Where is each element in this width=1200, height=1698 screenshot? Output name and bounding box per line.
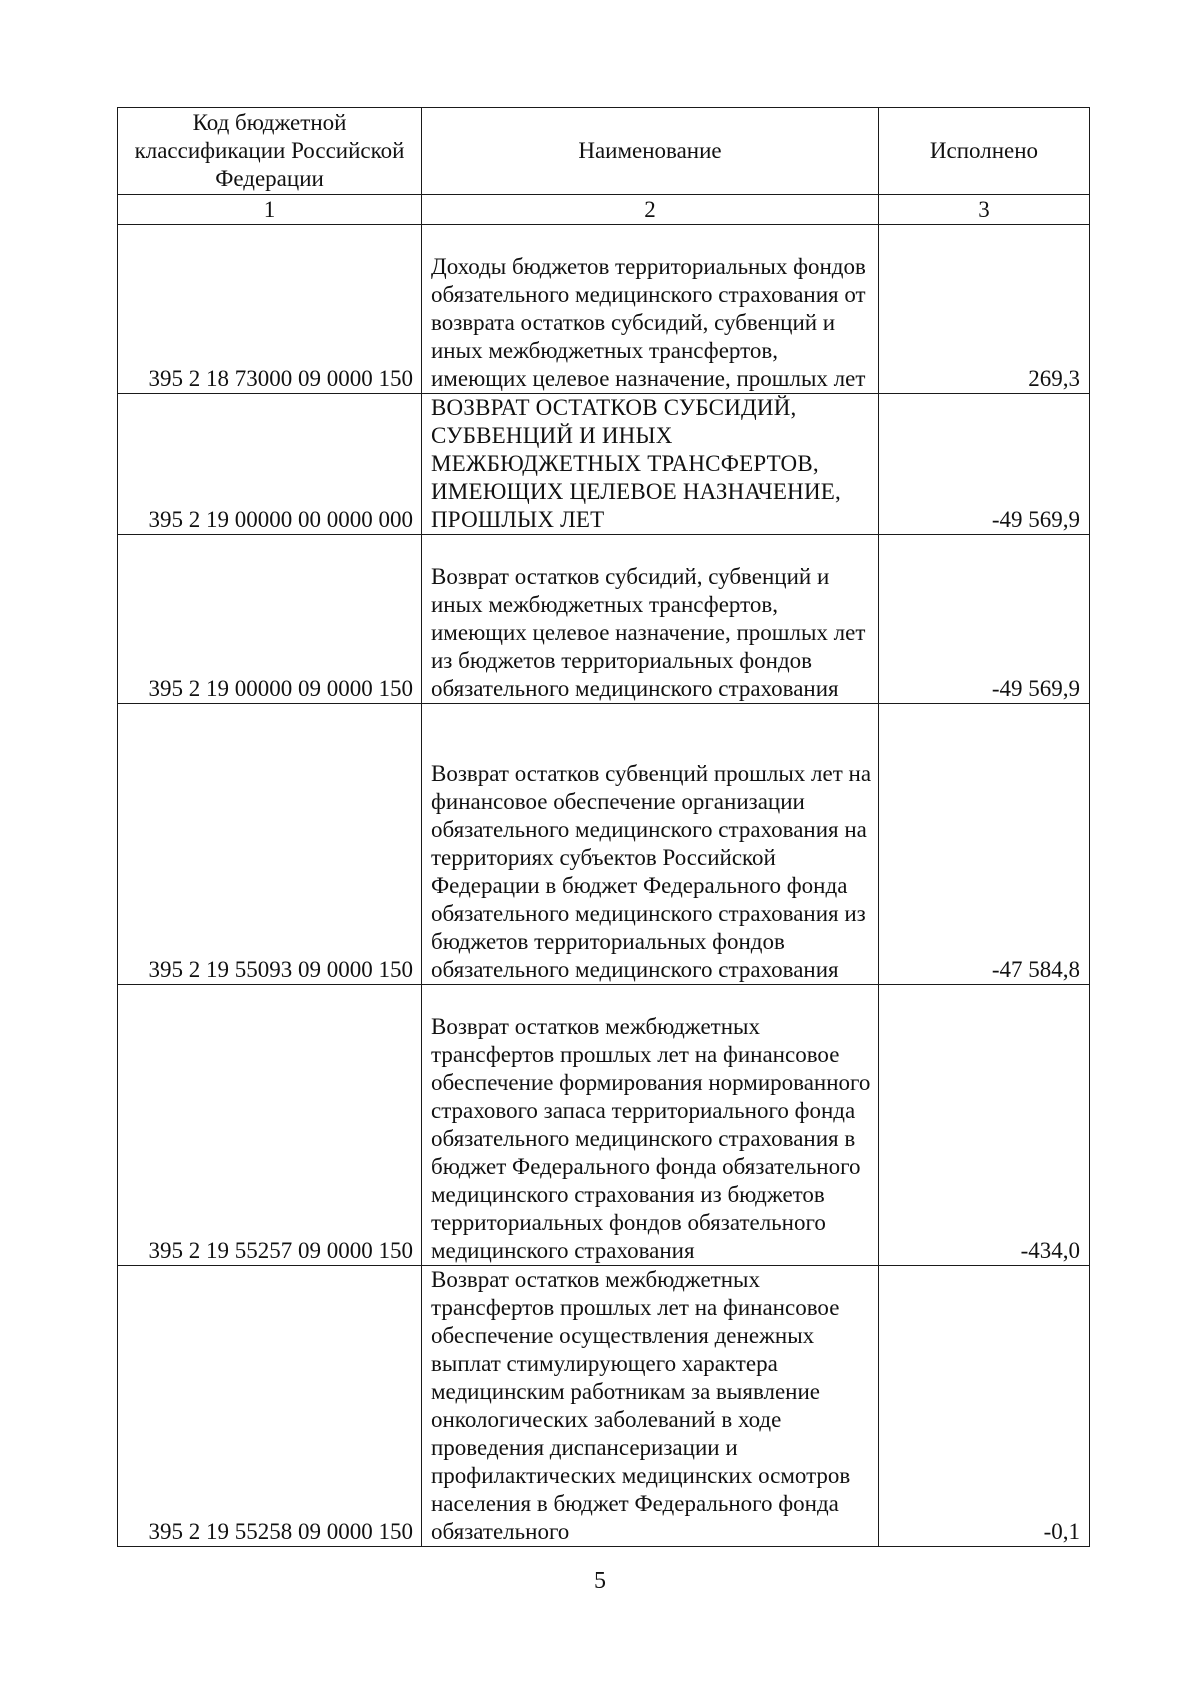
row-amount: 269,3 [879,225,1090,394]
row-amount: -434,0 [879,985,1090,1266]
row-name: ВОЗВРАТ ОСТАТКОВ СУБСИДИЙ, СУБВЕНЦИЙ И ИНЫХ МЕЖБЮДЖЕТНЫХ ТРАНСФЕРТОВ, ИМЕЮЩИХ ЦЕЛЕВОЕ НАЗНАЧЕНИЕ, ПРОШЛЫХ ЛЕТ [422,394,879,535]
row-amount: -49 569,9 [879,394,1090,535]
row-code: 395 2 19 00000 00 0000 000 [118,394,422,535]
table-row [118,225,1090,394]
row-code: 395 2 18 73000 09 0000 150 [118,225,422,394]
row-amount: -49 569,9 [879,535,1090,704]
column-number-1: 1 [118,195,422,225]
header-row [118,108,1090,195]
budget-table [117,107,1090,1547]
row-code: 395 2 19 55258 09 0000 150 [118,1266,422,1547]
row-name: Возврат остатков межбюджетных трансфертов прошлых лет на финансовое обеспечение формирования нормированного страхового запаса территориального фонда обязательного медицинского страхования в бюджет Федерального фонда обязательного медицинского страхования из бюджетов территориальных фондов обязательного медицинского страхования [422,985,879,1266]
table-row [118,535,1090,704]
row-code: 395 2 19 55257 09 0000 150 [118,985,422,1266]
table-row [118,394,1090,535]
row-name: Возврат остатков субвенций прошлых лет на финансовое обеспечение организации обязательного медицинского страхования на территориях субъектов Российской Федерации в бюджет Федерального фонда обязательного медицинского страхования из бюджетов территориальных фондов обязательного медицинского страхования [422,704,879,985]
header-executed: Исполнено [879,108,1090,195]
header-code: Код бюджетной классификации Российской Федерации [118,108,422,195]
column-number-row [118,195,1090,225]
header-name: Наименование [422,108,879,195]
column-number-2: 2 [422,195,879,225]
row-code: 395 2 19 00000 09 0000 150 [118,535,422,704]
row-name: Доходы бюджетов территориальных фондов обязательного медицинского страхования от возврата остатков субсидий, субвенций и иных межбюджетных трансфертов, имеющих целевое назначение, прошлых лет [422,225,879,394]
row-code: 395 2 19 55093 09 0000 150 [118,704,422,985]
row-name: Возврат остатков межбюджетных трансфертов прошлых лет на финансовое обеспечение осуществления денежных выплат стимулирующего характера медицинским работникам за выявление онкологических заболеваний в ходе проведения диспансеризации и профилактических медицинских осмотров населения в бюджет Федерального фонда обязательного [422,1266,879,1547]
row-amount: -47 584,8 [879,704,1090,985]
row-amount: -0,1 [879,1266,1090,1547]
table-body [118,225,1090,1547]
table-row [118,985,1090,1266]
page-number: 5 [594,1568,606,1594]
row-name: Возврат остатков субсидий, субвенций и иных межбюджетных трансфертов, имеющих целевое назначение, прошлых лет из бюджетов территориальных фондов обязательного медицинского страхования [422,535,879,704]
table-row [118,704,1090,985]
table-row [118,1266,1090,1547]
column-number-3: 3 [879,195,1090,225]
table-header [118,108,1090,225]
